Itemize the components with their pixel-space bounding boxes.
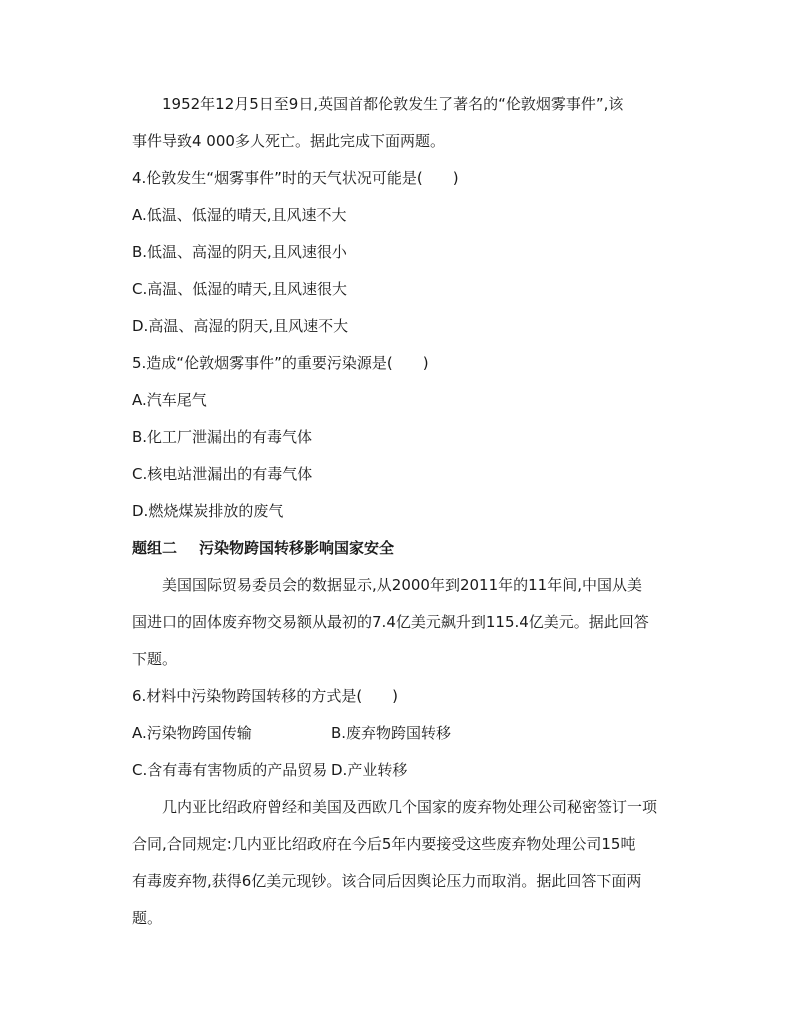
intro-paragraph-3-line-3: 有毒废弃物,获得6亿美元现钞。该合同后因舆论压力而取消。据此回答下面两	[132, 872, 642, 890]
intro-paragraph-2-line-3: 下题。	[132, 650, 178, 668]
question-6-option-b: B.废弃物跨国转移	[331, 724, 452, 742]
question-4-option-d: D.高温、高湿的阴天,且风速不大	[132, 317, 349, 335]
intro-paragraph-1-line-1: 1952年12月5日至9日,英国首都伦敦发生了著名的“伦敦烟雾事件”,该	[162, 95, 624, 113]
question-6-option-c: C.含有毒有害物质的产品贸易	[132, 761, 328, 779]
document-content	[132, 86, 692, 937]
question-5-stem: 5.造成“伦敦烟雾事件”的重要污染源是( )	[132, 354, 429, 372]
question-6-stem: 6.材料中污染物跨国转移的方式是( )	[132, 687, 399, 705]
question-4-stem: 4.伦敦发生“烟雾事件”时的天气状况可能是( )	[132, 169, 459, 187]
intro-paragraph-2-line-2: 国进口的固体废弃物交易额从最初的7.4亿美元飙升到115.4亿美元。据此回答	[132, 613, 649, 631]
question-5-option-c: C.核电站泄漏出的有毒气体	[132, 465, 313, 483]
question-5-option-a: A.汽车尾气	[132, 391, 207, 409]
group-2-heading	[132, 530, 692, 567]
question-5-option-d: D.燃烧煤炭排放的废气	[132, 502, 284, 520]
intro-paragraph-2-line-1: 美国国际贸易委员会的数据显示,从2000年到2011年的11年间,中国从美	[162, 576, 642, 594]
group-2-title: 污染物跨国转移影响国家安全	[199, 539, 395, 557]
question-4-option-c: C.高温、低湿的晴天,且风速很大	[132, 280, 348, 298]
question-4-option-b: B.低温、高湿的阴天,且风速很小	[132, 243, 347, 261]
intro-paragraph-3-line-1: 几内亚比绍政府曾经和美国及西欧几个国家的废弃物处理公司秘密签订一项	[162, 798, 658, 816]
intro-paragraph-3-line-2: 合同,合同规定:几内亚比绍政府在今后5年内要接受这些废弃物处理公司15吨	[132, 835, 636, 853]
intro-paragraph-3-line-4: 题。	[132, 909, 163, 927]
question-6-options-row-2	[132, 752, 692, 789]
intro-paragraph-1-line-2: 事件导致4 000多人死亡。据此完成下面两题。	[132, 132, 445, 150]
question-6-option-a: A.污染物跨国传输	[132, 724, 252, 742]
question-6-option-d: D.产业转移	[331, 761, 408, 779]
question-6-options-row-1	[132, 715, 692, 752]
question-5-option-b: B.化工厂泄漏出的有毒气体	[132, 428, 313, 446]
group-2-label: 题组二	[132, 539, 178, 557]
question-4-option-a: A.低温、低湿的晴天,且风速不大	[132, 206, 347, 224]
